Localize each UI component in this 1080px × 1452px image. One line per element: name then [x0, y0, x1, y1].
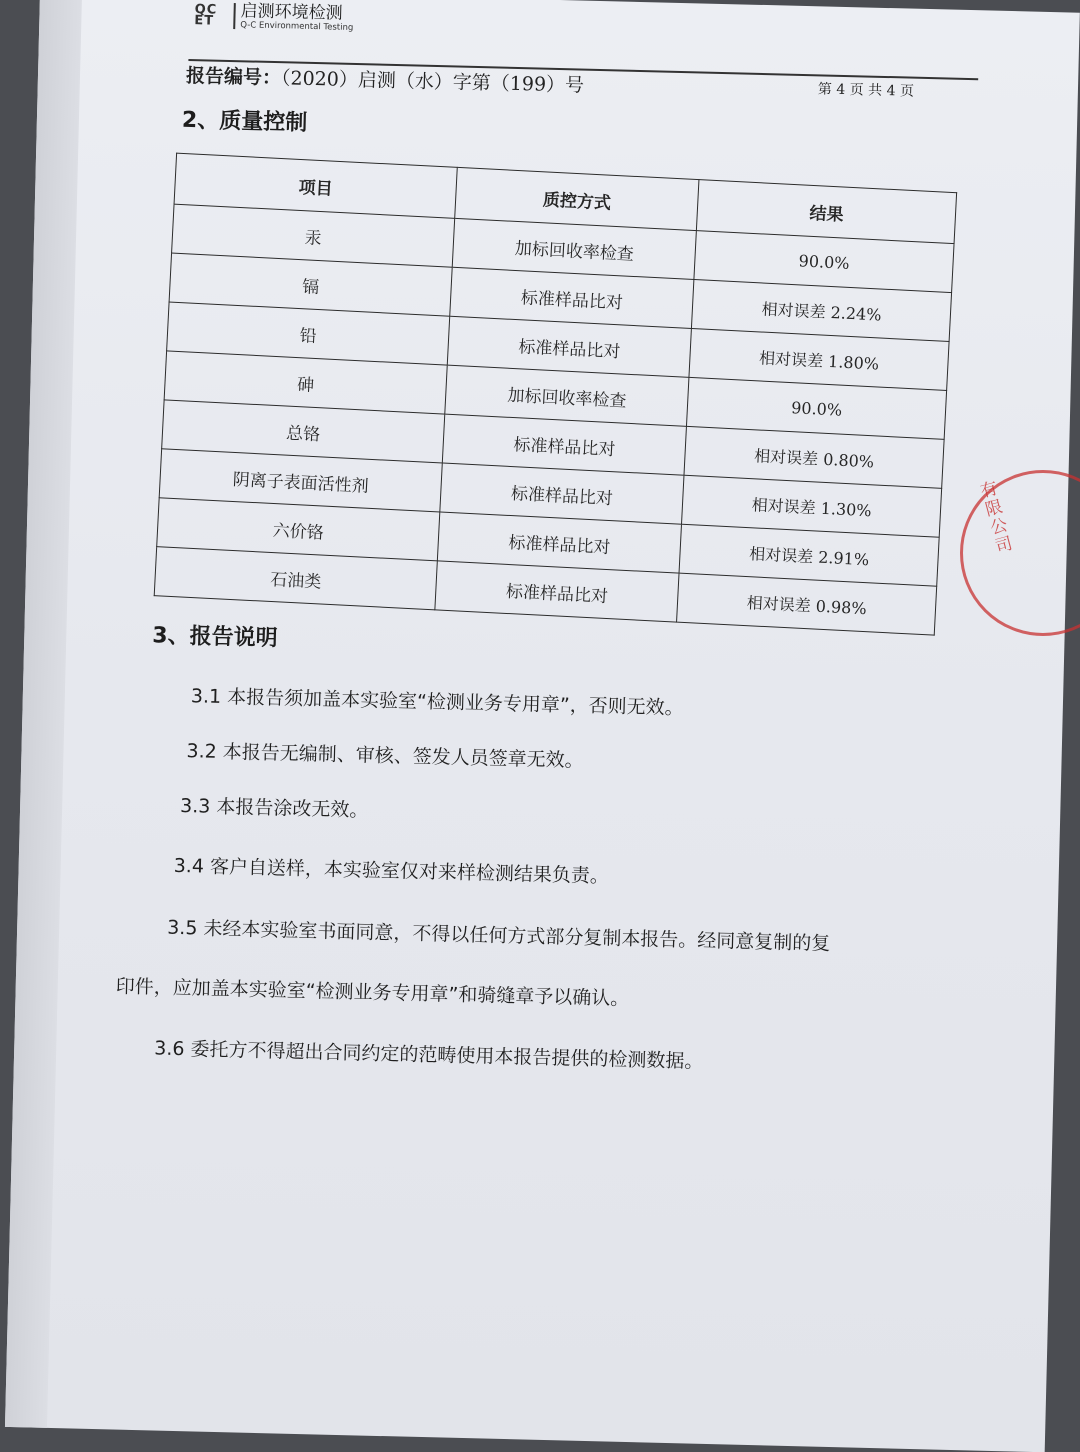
cell-result: 90.0% — [694, 231, 954, 293]
cell-method: 标准样品比对 — [437, 512, 681, 573]
cell-method: 加标回收率检查 — [445, 365, 689, 426]
note-3-3: 3.3 本报告涂改无效。 — [179, 794, 369, 822]
cell-item: 六价铬 — [157, 498, 440, 561]
note-3-4: 3.4 客户自送样，本实验室仅对来样检测结果负责。 — [173, 854, 610, 888]
page-indicator: 第 4 页 共 4 页 — [817, 81, 915, 100]
page-edge — [5, 0, 82, 1428]
cell-result: 相对误差 1.80% — [689, 328, 949, 390]
cell-item: 石油类 — [154, 547, 437, 610]
cell-result: 相对误差 0.98% — [677, 573, 937, 635]
cell-result: 相对误差 2.24% — [692, 280, 952, 342]
report-number-value: （2020）启测（水）字第（199）号 — [280, 67, 585, 97]
quality-control-table — [154, 153, 957, 636]
company-seal-text: 有限公司 — [974, 478, 1014, 558]
cell-method: 标准样品比对 — [440, 463, 684, 524]
cell-result: 90.0% — [687, 377, 947, 439]
cell-result: 相对误差 1.30% — [682, 475, 942, 537]
note-3-2: 3.2 本报告无编制、审核、签发人员签章无效。 — [186, 740, 584, 772]
column-header-method: 质控方式 — [455, 167, 699, 230]
logo-chinese-name: 启测环境检测 — [240, 1, 343, 24]
section-3-title: 3、报告说明 — [152, 623, 278, 652]
document-page — [5, 0, 1080, 1452]
cell-item: 砷 — [164, 351, 447, 414]
cell-result: 相对误差 0.80% — [684, 426, 944, 488]
logo-separator — [233, 3, 236, 29]
note-3-1: 3.1 本报告须加盖本实验室“检测业务专用章”，否则无效。 — [190, 685, 684, 720]
cell-method: 标准样品比对 — [442, 414, 686, 475]
note-3-5-line2: 印件，应加盖本实验室“检测业务专用章”和骑缝章予以确认。 — [115, 975, 630, 1010]
cell-result: 相对误差 2.91% — [679, 524, 939, 586]
cell-item: 铅 — [167, 302, 450, 365]
report-number-label: 报告编号： — [185, 64, 282, 90]
cell-item: 总铬 — [162, 400, 445, 463]
cell-method: 加标回收率检查 — [452, 218, 696, 279]
logo-mark: QC ET — [194, 2, 218, 29]
note-3-5-line1: 3.5 未经本实验室书面同意，不得以任何方式部分复制本报告。经同意复制的复 — [166, 916, 831, 955]
cell-item: 镉 — [169, 253, 452, 316]
section-2-title: 2、质量控制 — [181, 107, 308, 136]
column-header-item: 项目 — [174, 153, 457, 218]
cell-method: 标准样品比对 — [435, 561, 679, 622]
note-3-6: 3.6 委托方不得超出合同约定的范畴使用本报告提供的检测数据。 — [153, 1037, 704, 1073]
company-logo — [194, 1, 354, 33]
logo-english-name: Q-C Environmental Testing — [240, 20, 354, 33]
cell-method: 标准样品比对 — [447, 316, 691, 377]
column-header-result: 结果 — [697, 180, 957, 244]
cell-item: 汞 — [172, 204, 455, 267]
cell-item: 阴离子表面活性剂 — [159, 449, 442, 512]
cell-method: 标准样品比对 — [450, 267, 694, 328]
